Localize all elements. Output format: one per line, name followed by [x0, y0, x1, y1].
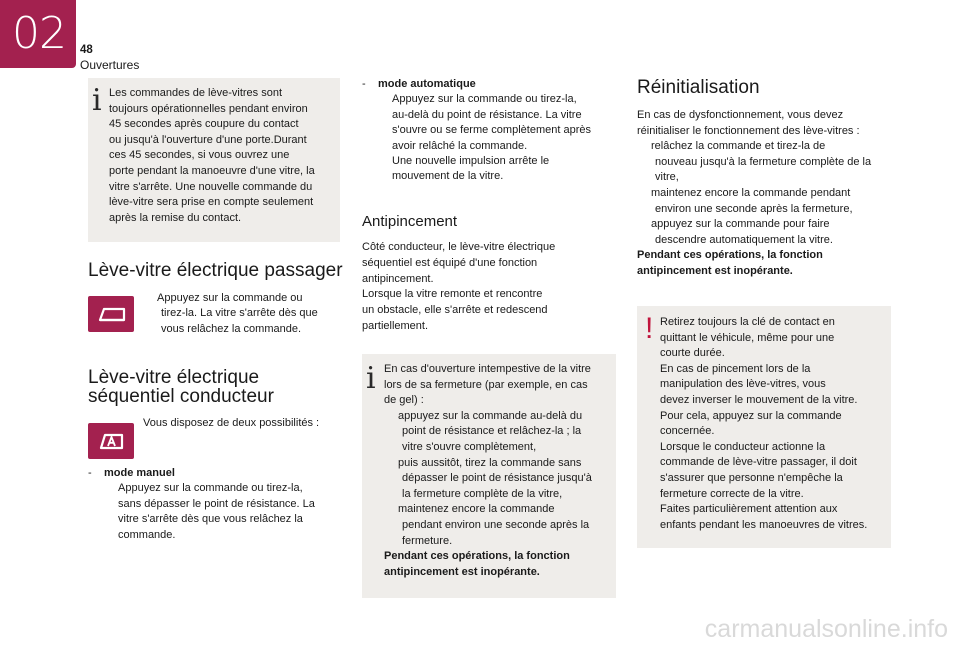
arrow-bullet-icon [378, 92, 392, 107]
text-line: porte pendant la manoeuvre d'une vitre, la [109, 164, 315, 177]
auto-mode-label: mode automatique [378, 78, 476, 90]
text-line: réinitialiser le fonctionnement des lève-vitres : [637, 124, 860, 137]
text-line: lève-vitre sera prise en compte seulement [109, 196, 314, 209]
arrow-bullet-icon [384, 456, 398, 472]
watermark: carmanualsonline.info [704, 615, 948, 643]
arrow-bullet-icon [637, 217, 651, 233]
text-line: Côté conducteur, le lève-vitre électrique [362, 241, 556, 253]
text-line: commande. [118, 528, 176, 541]
text-line: ou jusqu'à l'ouverture d'une porte.Durant [109, 133, 307, 146]
text-line: Pour cela, appuyez sur la commande [660, 409, 842, 422]
text-line: nouveau jusqu'à la fermeture complète de la [655, 155, 872, 168]
text-line: séquentiel est équipé d'une fonction [362, 256, 538, 269]
auto-window-switch-icon [88, 423, 134, 459]
text-line: Pendant ces opérations, la fonction [384, 550, 570, 563]
manual-mode-label: mode manuel [104, 467, 175, 479]
text-line: vitre s'arrête. Une nouvelle commande du [109, 180, 313, 193]
text-line: enfants pendant les manoeuvres de vitres. [660, 518, 868, 531]
text-line: En cas de pincement lors de la [660, 362, 811, 375]
info-icon: i [92, 83, 102, 118]
text-line: sans dépasser le point de résistance. La [118, 497, 315, 510]
text-line: vitre s'ouvre complètement, [402, 440, 537, 453]
info-box-antipinch-text [384, 362, 614, 580]
text-line: En cas d'ouverture intempestive de la vitre [384, 363, 591, 375]
text-line: Lorsque la vitre remonte et rencontre [362, 288, 543, 301]
section-title: Ouvertures [80, 58, 140, 72]
text-line: après la remise du contact. [109, 211, 242, 224]
driver-heading-line: séquentiel conducteur [88, 386, 274, 407]
info-box-antipinch [362, 354, 616, 598]
text-line: Une nouvelle impulsion arrête le [392, 155, 550, 168]
antipinch-heading: Antipincement [362, 213, 458, 230]
arrow-bullet-icon [384, 502, 398, 518]
text-line: fermeture correcte de la vitre. [660, 487, 804, 500]
text-line: dépasser le point de résistance jusqu'à [402, 472, 592, 485]
text-line: maintenez encore la commande pendant [651, 186, 851, 199]
text-line: descendre automatiquement la vitre. [655, 233, 833, 246]
info-box-top [88, 78, 340, 242]
text-line: Appuyez sur la commande ou tirez-la, [392, 93, 577, 106]
info-icon: i [366, 361, 376, 396]
text-line: pendant environ une seconde après la [402, 518, 590, 531]
text-line: un obstacle, elle s'arrête et redescend [362, 304, 548, 317]
text-line: antipincement est inopérante. [637, 264, 793, 277]
reset-text [637, 108, 899, 280]
reset-heading: Réinitialisation [637, 77, 760, 98]
text-line: appuyez sur la commande au-delà du [398, 409, 583, 422]
chapter-number: 02 [12, 8, 66, 59]
arrow-bullet-icon [143, 291, 157, 306]
warning-exclamation-icon: ! [645, 312, 654, 345]
text-line: Retirez toujours la clé de contact en [660, 316, 835, 328]
text-line: maintenez encore la commande [398, 503, 555, 516]
text-line: Les commandes de lève-vitres sont [109, 87, 283, 99]
text-line: avoir relâché la commande. [392, 139, 528, 152]
dash-bullet: - [88, 467, 92, 479]
driver-heading-line: Lève-vitre électrique [88, 367, 260, 388]
arrow-bullet-icon [384, 409, 398, 425]
dash-bullet: - [362, 78, 366, 90]
text-line: quittant le véhicule, même pour une [660, 331, 835, 344]
text-line: vous relâchez la commande. [161, 322, 302, 335]
text-line: manipulation des lève-vitres, vous [660, 378, 826, 391]
page-number: 48 [80, 44, 93, 56]
info-box-top-text [109, 86, 337, 226]
text-line: environ une seconde après la fermeture, [655, 202, 853, 215]
text-line: Pendant ces opérations, la fonction [637, 249, 823, 262]
text-line: ces 45 secondes, si vous ouvrez une [109, 149, 290, 162]
arrow-bullet-icon [378, 154, 392, 169]
text-line: de gel) : [384, 394, 424, 407]
text-line: point de résistance et relâchez-la ; la [402, 425, 582, 438]
text-line: tirez-la. La vitre s'arrête dès que [161, 307, 318, 320]
arrow-bullet-icon [104, 481, 118, 496]
passenger-text [143, 291, 338, 337]
text-line: s'assurer que personne n'empêche la [660, 471, 843, 484]
driver-heading [88, 368, 274, 406]
text-line: Lorsque le conducteur actionne la [660, 440, 826, 453]
text-line: puis aussitôt, tirez la commande sans [398, 456, 582, 469]
passenger-heading: Lève-vitre électrique passager [88, 260, 343, 281]
arrow-bullet-icon [637, 186, 651, 202]
text-line: concernée. [660, 425, 715, 438]
text-line: antipincement. [362, 272, 434, 285]
text-line: relâchez la commande et tirez-la de [651, 140, 826, 153]
text-line: Appuyez sur la commande ou [157, 292, 303, 304]
text-line: commande de lève-vitre passager, il doit [660, 456, 857, 469]
text-line: au-delà du point de résistance. La vitre [392, 108, 582, 121]
window-switch-icon [88, 296, 134, 332]
text-line: partiellement. [362, 319, 429, 332]
text-line: toujours opérationnelles pendant environ [109, 102, 308, 115]
chapter-tab [0, 0, 76, 68]
text-line: la fermeture complète de la vitre, [402, 487, 563, 500]
text-line: courte durée. [660, 347, 725, 360]
auto-mode [362, 77, 618, 185]
text-line: lors de sa fermeture (par exemple, en cas [384, 378, 588, 391]
arrow-bullet-icon [637, 139, 651, 155]
manual-mode [88, 466, 340, 543]
text-line: appuyez sur la commande pour faire [651, 218, 830, 231]
text-line: mouvement de la vitre. [392, 170, 504, 183]
text-line: Faites particulièrement attention aux [660, 503, 838, 516]
text-line: vitre s'arrête dès que vous relâchez la [118, 513, 303, 526]
text-line: En cas de dysfonctionnement, vous devez [637, 109, 844, 121]
warning-box [637, 306, 891, 548]
antipinch-text [362, 240, 618, 335]
text-line: antipincement est inopérante. [384, 565, 540, 578]
text-line: devez inverser le mouvement de la vitre. [660, 393, 858, 406]
text-line: 45 secondes après coupure du contact [109, 118, 299, 131]
warning-text [660, 315, 890, 533]
text-line: vitre, [655, 171, 679, 184]
text-line: Appuyez sur la commande ou tirez-la, [118, 482, 303, 495]
text-line: s'ouvre ou se ferme complètement après [392, 124, 591, 137]
driver-intro: Vous disposez de deux possibilités : [143, 417, 320, 429]
text-line: fermeture. [402, 534, 453, 547]
